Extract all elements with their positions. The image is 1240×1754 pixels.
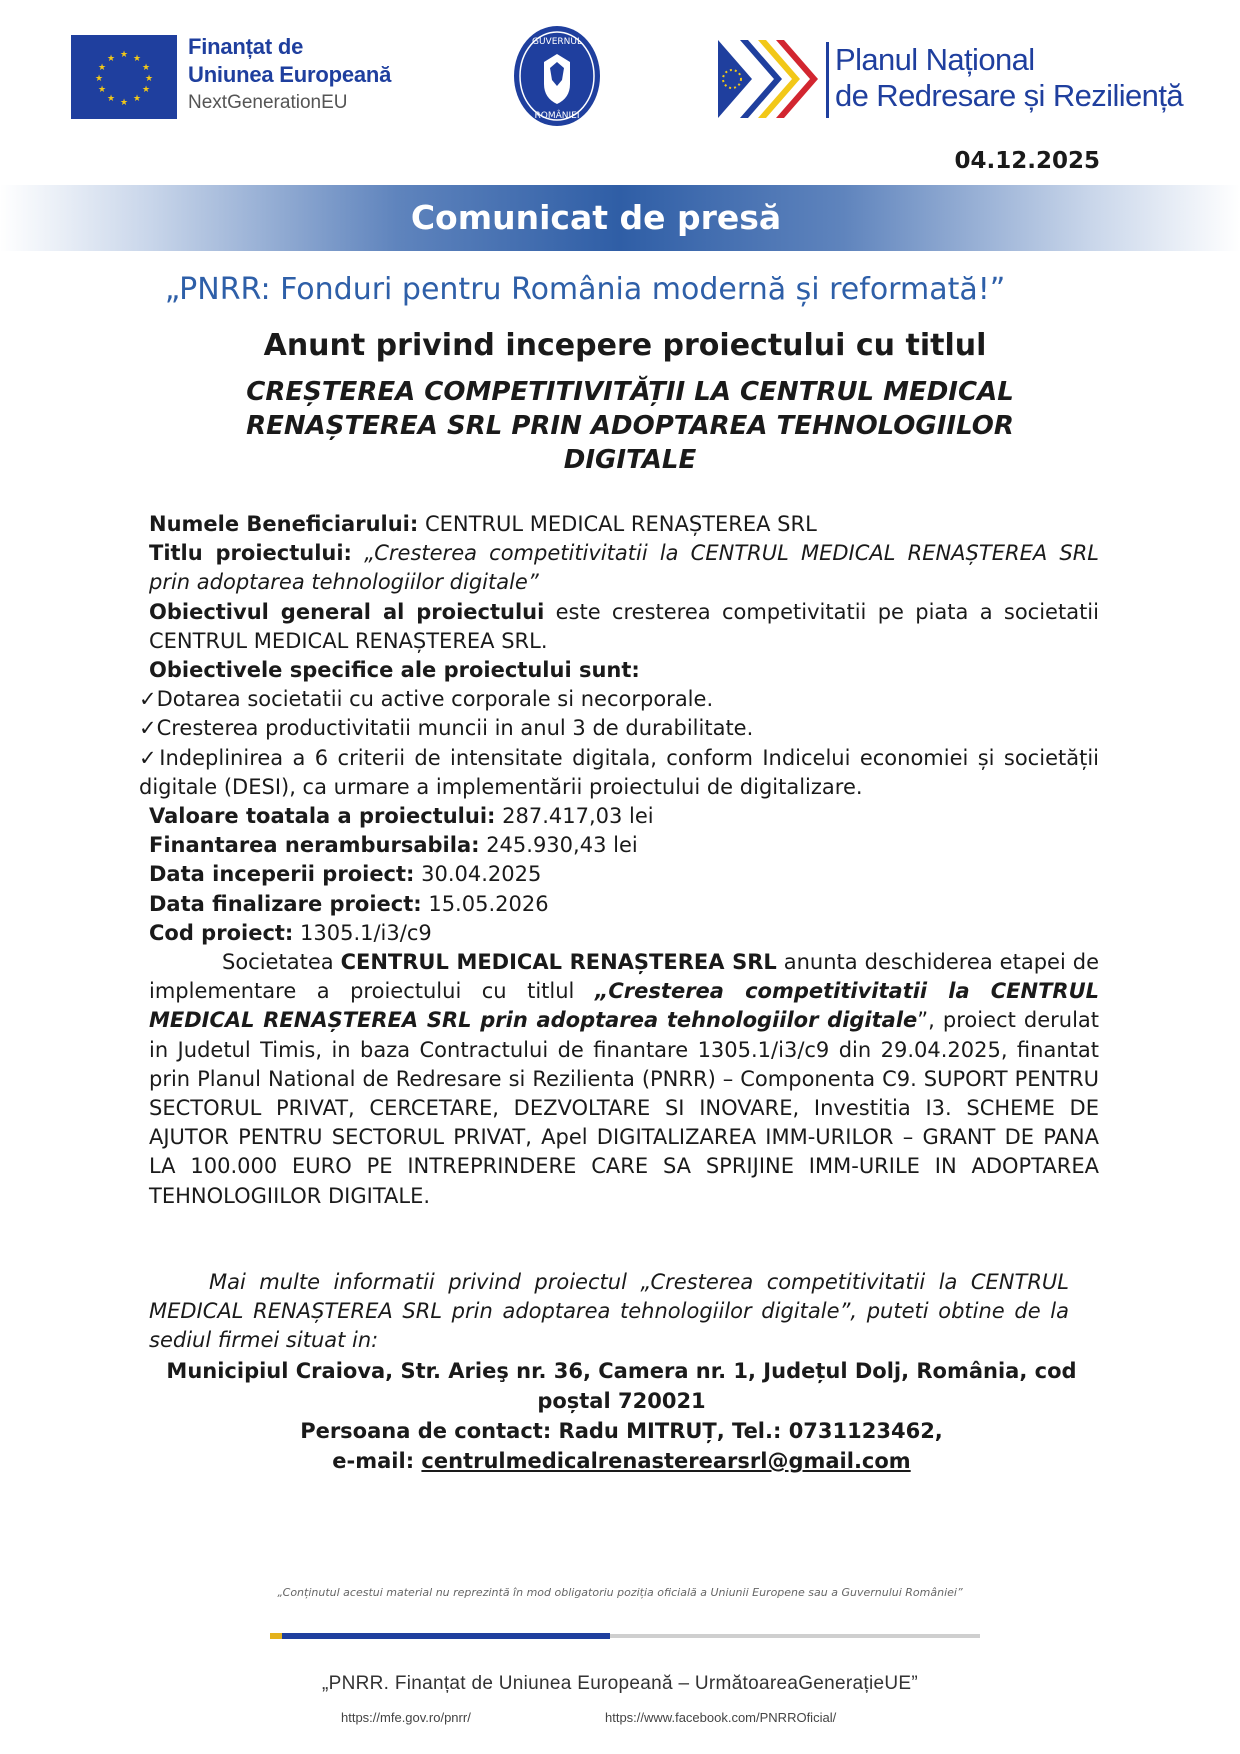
project-details: [139, 510, 1100, 1211]
footer-disclaimer: „Conținutul acestui material nu reprezintă în mod obligatoriu poziția oficială a Uniunii Europene sau a Guvernului României”: [277, 1586, 963, 1599]
email-row: [149, 1446, 1094, 1476]
svg-text:★: ★: [106, 94, 116, 104]
company-address: Municipiul Craiova, Str. Arieş nr. 36, Camera nr. 1, Județul Dolj, România, cod poștal 720021: [166, 1359, 1077, 1413]
end-date-row: [149, 890, 1099, 919]
pnrr-logo-divider: [826, 42, 829, 118]
general-objective-label: Obiectivul general al proiectului: [149, 599, 545, 624]
end-date-label: Data finalizare proiect:: [149, 891, 422, 916]
eu-stars-icon: [71, 35, 177, 119]
announcement-text1: anunta deschiderea etapei de implementare a proiectului cu titlul: [149, 950, 1100, 1004]
specific-objective-item: ✓Dotarea societatii cu active corporale si necorporale.: [139, 687, 714, 712]
svg-text:★: ★: [97, 63, 107, 73]
pnrr-slogan: „PNRR: Fonduri pentru România modernă și reformată!”: [164, 272, 1006, 307]
eu-logo-line1: Finanțat de: [188, 34, 304, 59]
footer-grey-bar: [610, 1634, 980, 1638]
start-date-label: Data inceperii proiect:: [149, 862, 415, 887]
announcement-intro: Societatea: [222, 950, 341, 975]
grant-label: Finantarea nerambursabila:: [149, 833, 480, 858]
svg-text:★: ★: [144, 74, 154, 84]
start-date-row: [149, 860, 1099, 889]
announcement-heading: Anunt privind incepere proiectului cu titlul: [263, 328, 987, 363]
start-date-value: 30.04.2025: [414, 862, 542, 887]
specific-objective-item: ✓Cresterea productivitatii muncii in anul 3 de durabilitate.: [139, 716, 754, 741]
contact-person: Persoana de contact: Radu MITRUȚ, Tel.: 0731123462,: [300, 1419, 943, 1443]
gov-seal-bottom-text: ROMÂNIEI: [534, 111, 580, 121]
email-link[interactable]: centrulmedicalrenasterearsrl@gmail.com: [421, 1449, 911, 1473]
pnrr-logo-line2: de Redresare și Reziliență: [835, 78, 1183, 113]
svg-text:★: ★: [141, 63, 151, 73]
pnrr-logo-line1: Planul Național: [835, 42, 1035, 77]
end-date-value: 15.05.2026: [421, 891, 549, 916]
eu-flag-logo: [71, 35, 177, 119]
more-info-text: Mai multe informatii privind proiectul „Cresterea competitivitatii la CENTRUL MEDICAL RENAȘTEREA SRL prin adoptarea tehnologiilor digitale”, puteti obtine de la sediul firmei situat in:: [149, 1270, 1069, 1352]
svg-text:★: ★: [141, 85, 151, 95]
project-title-value: „Cresterea competitivitatii la CENTRUL MEDICAL RENAȘTEREA SRL prin adoptarea tehnologiilor digitale”: [149, 541, 1099, 595]
announcement-company: CENTRUL MEDICAL RENAȘTEREA SRL: [340, 950, 777, 975]
svg-text:★: ★: [119, 50, 129, 60]
announcement-paragraph: [149, 948, 1099, 1211]
beneficiary-value: CENTRUL MEDICAL RENAȘTEREA SRL: [418, 512, 817, 536]
beneficiary-label: Numele Beneficiarului:: [149, 512, 419, 536]
svg-text:★: ★: [94, 74, 104, 84]
contact-block: [149, 1356, 1094, 1476]
general-objective-value: este cresterea competivitatii pe piata a societatii CENTRUL MEDICAL RENAȘTEREA SRL.: [149, 599, 1099, 653]
project-code-value: 1305.1/i3/c9: [293, 920, 432, 945]
svg-text:★: ★: [119, 98, 129, 108]
project-code-label: Cod proiect:: [149, 920, 294, 945]
press-release-title: Comunicat de presă: [410, 198, 782, 237]
svg-text:★: ★: [132, 94, 142, 104]
eu-logo-line2: Uniunea Europeană: [188, 62, 392, 87]
project-code-row: [149, 919, 1099, 948]
svg-text:★: ★: [132, 54, 142, 64]
announcement-project-title: „Cresterea competitivitatii la CENTRUL MEDICAL RENAȘTEREA SRL prin adoptarea tehnologiilor digitale: [149, 979, 1099, 1033]
pnrr-logo-text: [835, 42, 1195, 114]
project-title-row: [149, 539, 1099, 597]
footer-accent-bar: [270, 1633, 610, 1639]
announcement-text2: ”, proiect derulat in Judetul Timis, in baza Contractului de finantare 1305.1/i3/c9 din 29.04.2025, finantat prin Planul National de Redresare si Rezilienta (PNRR) – Componenta C9. SUPORT PENTRU SECTORUL PRIVAT, CERCETARE, DEZVOLTARE SI INOVARE, Investitia I3. SCHEME DE AJUTOR PENTRU SECTORUL PRIVAT, Apel DIGITALIZAREA IMM-URILOR – GRANT DE PANA LA 100.000 EURO PE INTREPRINDERE CARE SA SPRIJINE IMM-URILE IN ADOPTAREA TEHNOLOGIILOR DIGITALE.: [149, 1008, 1100, 1208]
total-value-row: [149, 802, 1099, 831]
grant-row: [149, 831, 1099, 860]
total-value-label: Valoare toatala a proiectului:: [149, 804, 496, 829]
specific-objectives-label: Obiectivele specifice ale proiectului sunt:: [149, 658, 640, 683]
eu-funding-logo-text: [188, 33, 418, 117]
svg-text:★: ★: [106, 54, 116, 64]
press-release-date: 04.12.2025: [954, 148, 1100, 174]
gov-seal-top-text: GUVERNUL: [532, 37, 582, 47]
email-label: e-mail:: [332, 1449, 422, 1473]
project-title-label: Titlu proiectului:: [149, 541, 352, 566]
grant-value: 245.930,43 lei: [479, 833, 638, 858]
more-info-paragraph: [149, 1268, 1069, 1355]
romanian-government-seal-icon: [512, 24, 602, 128]
total-value: 287.417,03 lei: [495, 804, 654, 829]
pnrr-arrows-logo-icon: [718, 40, 818, 118]
svg-text:★: ★: [97, 85, 107, 95]
eu-logo-line3: NextGenerationEU: [188, 92, 348, 113]
footer-link-mfe[interactable]: https://mfe.gov.ro/pnrr/: [341, 1710, 471, 1725]
footer-link-facebook[interactable]: https://www.facebook.com/PNRROficial/: [605, 1710, 837, 1725]
project-title-heading: CREȘTEREA COMPETITIVITĂȚII LA CENTRUL MEDICAL RENAȘTEREA SRL PRIN ADOPTAREA TEHNOLOGIILOR DIGITALE: [246, 377, 1014, 475]
general-objective-row: [149, 598, 1099, 656]
footer-slogan: „PNRR. Finanțat de Uniunea Europeană – UrmătoareaGenerațieUE”: [322, 1673, 918, 1694]
beneficiary-row: [149, 510, 1099, 539]
specific-objective-item: ✓Indeplinirea a 6 criterii de intensitate digitala, conform Indicelui economiei și societății digitale (DESI), ca urmare a implementării proiectului de digitalizare.: [139, 745, 1099, 799]
